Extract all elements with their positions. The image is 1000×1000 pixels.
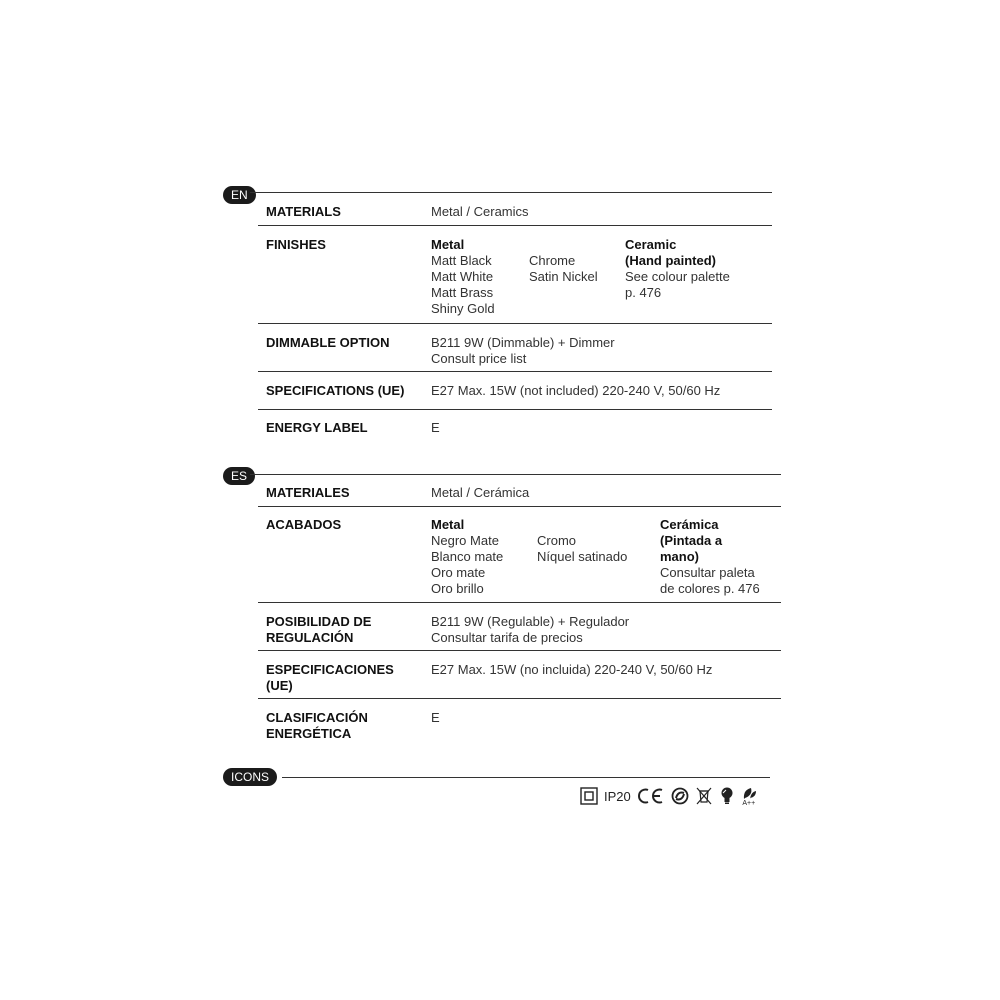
es-materials-value: Metal / Cerámica (431, 485, 530, 500)
es-energy-label (266, 710, 368, 742)
es-dimmable-line2: Consultar tarifa de precios (431, 630, 583, 645)
en-energy-label: ENERGY LABEL (266, 420, 368, 435)
es-metal-item: Oro brillo (431, 581, 484, 596)
ce-icon (637, 787, 665, 805)
es-ceramic-title-2: (Pintada a (660, 533, 723, 548)
es-specs-label-1: ESPECIFICACIONES (266, 662, 394, 677)
section-tag-es: ES (223, 467, 255, 485)
en-dimmable-label: DIMMABLE OPTION (266, 335, 390, 350)
en-finishes-label: FINISHES (266, 237, 326, 252)
section-rule-icons (282, 777, 770, 778)
es-ceramic-note-2: de colores p. 476 (660, 581, 760, 596)
es-dimmable-label-1: POSIBILIDAD DE (266, 614, 372, 629)
es-finishes-metal-col2 (537, 533, 627, 565)
row-divider (258, 323, 772, 324)
row-divider (258, 506, 781, 507)
es-finishes-label: ACABADOS (266, 517, 342, 532)
es-specs-label (266, 662, 394, 694)
en-metal-item: Matt White (431, 269, 494, 284)
es-metal-item: Cromo (537, 533, 577, 548)
en-metal-item: Shiny Gold (431, 301, 495, 316)
es-ceramic-title: Cerámica (660, 517, 719, 532)
en-finishes-metal (431, 237, 495, 317)
es-ceramic-title-3: mano) (660, 549, 699, 564)
es-dimmable-line1: B211 9W (Regulable) + Regulador (431, 614, 630, 629)
es-metal-item: Níquel satinado (537, 549, 628, 564)
energy-leaf-icon (741, 786, 757, 807)
en-materials-value: Metal / Ceramics (431, 204, 529, 219)
led-bulb-icon (719, 786, 735, 806)
section-tag-en: EN (223, 186, 256, 204)
en-materials-label: MATERIALS (266, 204, 341, 219)
es-specs-value: E27 Max. 15W (no incluida) 220-240 V, 50/60 Hz (431, 662, 713, 677)
certification-icons (580, 785, 757, 807)
row-divider (258, 409, 772, 410)
es-metal-item: Negro Mate (431, 533, 499, 548)
en-metal-item: Matt Black (431, 253, 492, 268)
section-tag-icons: ICONS (223, 768, 277, 786)
en-dimmable-line2: Consult price list (431, 351, 527, 366)
row-divider (258, 371, 772, 372)
en-ceramic-title-2: (Hand painted) (625, 253, 716, 268)
es-dimmable-label (266, 614, 371, 646)
es-finishes-ceramic (660, 517, 760, 597)
es-metal-title: Metal (431, 517, 465, 532)
en-specs-value: E27 Max. 15W (not included) 220-240 V, 50/60 Hz (431, 383, 721, 398)
en-metal-item: Matt Brass (431, 285, 494, 300)
en-finishes-metal-col2 (529, 253, 598, 285)
en-dimmable-value (431, 335, 615, 367)
en-metal-title: Metal (431, 237, 465, 252)
es-ceramic-note: Consultar paleta (660, 565, 755, 580)
es-metal-item: Blanco mate (431, 549, 504, 564)
energy-class-text: A++ (742, 799, 756, 807)
row-divider (258, 650, 781, 651)
row-divider (258, 225, 772, 226)
class-ii-icon (580, 787, 598, 805)
en-specs-label: SPECIFICATIONS (UE) (266, 383, 405, 398)
en-ceramic-title: Ceramic (625, 237, 677, 252)
es-energy-label-1: CLASIFICACIÓN (266, 710, 368, 725)
weee-bin-icon (695, 786, 713, 806)
es-energy-value: E (431, 710, 440, 725)
row-divider (258, 602, 781, 603)
ip-rating: IP20 (604, 788, 631, 804)
es-specs-label-2: (UE) (266, 678, 293, 693)
en-energy-value: E (431, 420, 440, 435)
en-dimmable-line1: B211 9W (Dimmable) + Dimmer (431, 335, 615, 350)
es-materials-label: MATERIALES (266, 485, 350, 500)
en-metal-item: Chrome (529, 253, 576, 268)
en-ceramic-note: See colour palette (625, 269, 730, 284)
row-divider (258, 698, 781, 699)
es-dimmable-label-2: REGULACIÓN (266, 630, 354, 645)
es-dimmable-value (431, 614, 629, 646)
en-ceramic-note-2: p. 476 (625, 285, 662, 300)
es-finishes-metal (431, 517, 503, 597)
section-rule-es (250, 474, 781, 475)
section-rule-en (250, 192, 772, 193)
en-metal-item: Satin Nickel (529, 269, 598, 284)
en-finishes-ceramic (625, 237, 730, 301)
recycle-icon (671, 787, 689, 805)
es-energy-label-2: ENERGÉTICA (266, 726, 352, 741)
es-metal-item: Oro mate (431, 565, 486, 580)
